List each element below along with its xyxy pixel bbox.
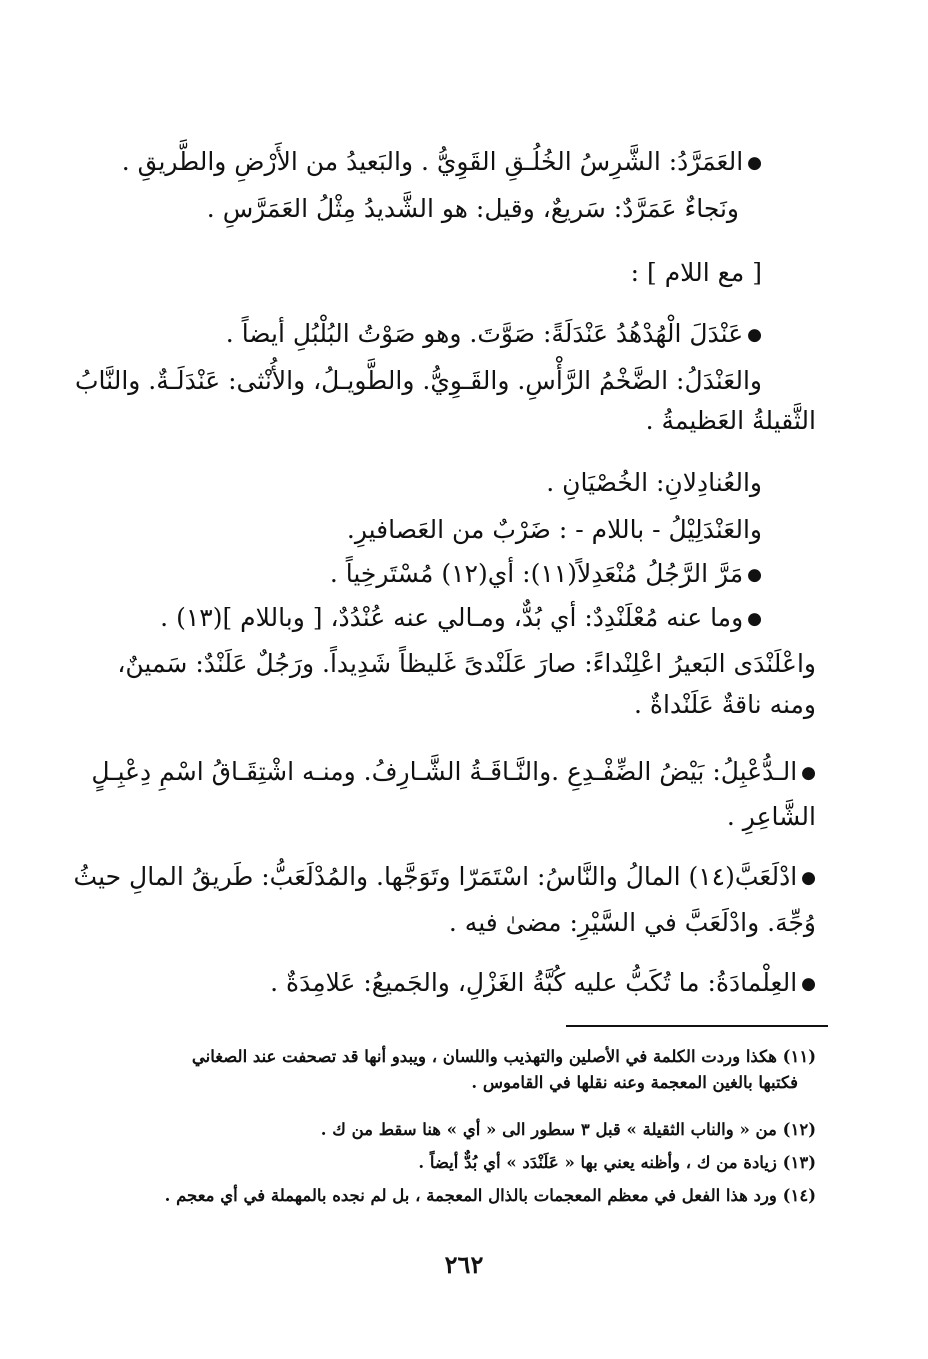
- entry-line: والعَنْدَلِيْلُ - باللام - : ضَرْبٌ من العَصافيرِ.: [346, 515, 762, 544]
- entry-line: الشَّاعِرِ .: [726, 802, 816, 831]
- footnote-13: (١٣) زيادة من ك ، وأظنه يعني بها « عَلَنْدَد » أي بُدٌّ أيضاً .: [418, 1153, 816, 1172]
- footnote-14: (١٤) ورد هذا الفعل في معظم المعجمات بالذال المعجمة ، بل لم نجده بالمهملة في أي معجم .: [164, 1186, 816, 1205]
- footnote-12: (١٢) من « والناب الثقيلة » قبل ٣ سطور الى « أي » هنا سقط من ك .: [320, 1120, 816, 1139]
- entry-dubul: ● الـدُّعْبِلُ: بَيْضُ الضِّفْـدِعِ .والنَّـاقَـةُ الشَّـارِفُ. ومنـه اشْتِقَـاقُ اسْمِ دِعْبِـلٍ: [91, 755, 816, 790]
- entry-line: والعَنْدَلُ: الضَّخْمُ الرَّأْسِ. والقَـوِيُّ. والطَّويـلُ، والأُنْثى: عَنْدَلَـةٌ. والنَّابُ: [75, 366, 762, 395]
- entry-mualandid: ● وما عنه مُعْلَنْدِدٌ: أي بُدٌّ، ومـالي عنه عُنْدُدٌ، [ وباللام ](١٣) .: [160, 601, 762, 636]
- entry-line: ومنه ناقةٌ عَلَنْداةٌ .: [633, 690, 816, 719]
- footnote-11: (١١) هكذا وردت الكلمة في الأصلين والتهذيب واللسان ، ويبدو أنها قد تصحفت عند الصغاني: [191, 1047, 816, 1066]
- entry-amarrad: ● العَمَرَّدُ: الشَّرِسُ الخُلُـقِ القَوِيُّ . والبَعيدُ من الأَرْضِ والطَّريقِ .: [122, 145, 762, 180]
- entry-line: وُجِّهَ. وادْلَعَبَّ في السَّيْرِ: مضىٰ فيه .: [448, 908, 816, 937]
- entry-line: واعْلَنْدَى البَعيرُ اعْلِنْداءً: صارَ عَلَنْدىً غَليظاً شَدِيداً. ورَجُلٌ عَلَنْدٌ: سَمينٌ،: [117, 649, 816, 678]
- entry-ilmada: ● العِلْمادَةُ: ما تُكَبُّ عليه كُبَّةُ الغَزْلِ، والجَميعُ: عَلامِدَةٌ .: [270, 966, 816, 1001]
- footnote-separator: [566, 1025, 828, 1027]
- entry-line: والعُنادِلانِ: الخُصْيَانِ .: [546, 468, 762, 497]
- entry-line: الثَّقيلةُ العَظيمةُ .: [645, 406, 816, 435]
- section-heading-lam: [ مع اللام ] :: [630, 258, 762, 287]
- entry-idlaabba: ● ادْلَعَبَّ(١٤) المالُ والنَّاسُ: اسْتَمَرّا وتَوَجَّها. والمُدْلَعَبُّ: طَريقُ المالِ حيثُ: [74, 860, 816, 895]
- entry-munadil: ● مَرَّ الرَّجُلُ مُنْعَدِلاً(١١): أي(١٢) مُسْتَرخِياً .: [330, 557, 762, 592]
- entry-andala: ● عَنْدَلَ الْهُدْهُدُ عَنْدَلَةً: صَوَّتَ. وهو صَوْتُ البُلْبُلِ أيضاً .: [226, 317, 762, 352]
- entry-line: ونَجاءٌ عَمَرَّدٌ: سَريعٌ، وقيل: هو الشَّديدُ مِثْلُ العَمَرَّسِ .: [206, 194, 739, 223]
- footnote-11-cont: فكتبها بالغين المعجمة وعنه نقلها في القاموس .: [471, 1073, 798, 1092]
- page-number: ٢٦٢: [444, 1250, 484, 1279]
